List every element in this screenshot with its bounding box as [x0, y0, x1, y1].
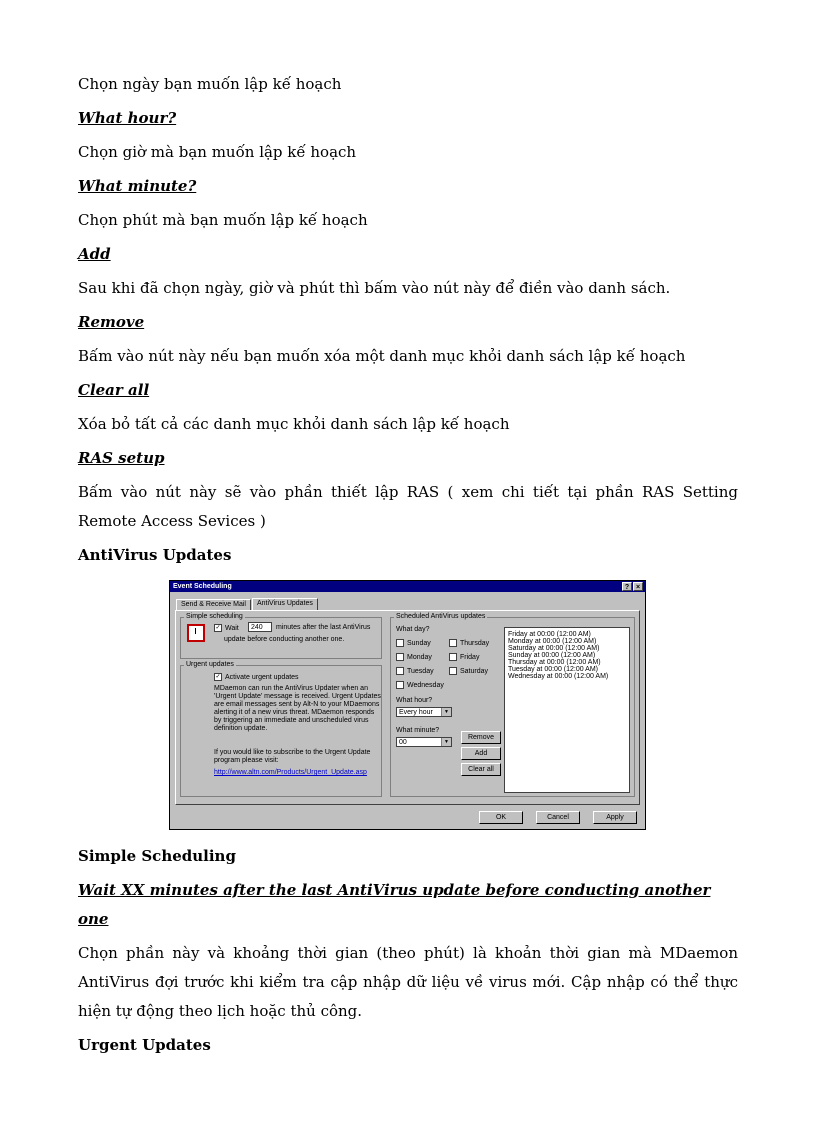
heading-add: Add	[78, 245, 111, 263]
paragraph-day: Chọn ngày bạn muốn lập kế hoạch	[78, 75, 342, 93]
subscribe-line1: If you would like to subscribe to the Urgent Update	[214, 749, 371, 756]
document-page	[78, 70, 738, 575]
friday-label: Friday	[460, 653, 480, 661]
clear-all-button[interactable]: Clear all	[461, 763, 501, 776]
heading-urgent-updates: Urgent Updates	[78, 1036, 211, 1054]
activate-urgent-row[interactable]	[214, 673, 299, 682]
urgent-update-link[interactable]: http://www.altn.com/Products/Urgent_Update.asp	[214, 769, 367, 776]
tuesday-checkbox[interactable]	[396, 667, 404, 675]
urgent-desc-line: definition update.	[214, 725, 268, 732]
urgent-desc-line: by triggering an immediate and unscheduled virus	[214, 717, 369, 724]
heading-remove: Remove	[78, 313, 145, 331]
urgent-desc	[214, 685, 381, 733]
close-button[interactable]: ×	[633, 582, 643, 591]
urgent-desc-line: alerting it of a new virus threat. MDaemon responds	[214, 709, 375, 716]
saturday-checkbox[interactable]	[449, 667, 457, 675]
thursday-label: Thursday	[460, 639, 490, 647]
day-saturday[interactable]	[449, 667, 488, 676]
wait-checkbox-row[interactable]	[214, 624, 239, 633]
paragraph-minute: Chọn phút mà bạn muốn lập kế hoạch	[78, 211, 368, 229]
day-thursday[interactable]	[449, 639, 489, 648]
dialog-title: Event Scheduling	[173, 583, 232, 590]
heading-clear-all: Clear all	[78, 381, 150, 399]
paragraph-add: Sau khi đã chọn ngày, giờ và phút thì bấm vào nút này để điền vào danh sách.	[78, 279, 671, 297]
day-friday[interactable]	[449, 653, 479, 662]
hour-select-value: Every hour	[399, 709, 433, 716]
urgent-desc-line: 'Urgent Update' message is received. Urgent Updates	[214, 693, 381, 700]
subscribe-text	[214, 749, 370, 765]
saturday-label: Saturday	[460, 667, 489, 675]
subscribe-line2: program please visit:	[214, 757, 279, 764]
paragraph-ras-setup: Bấm vào nút này sẽ vào phần thiết lập RAS ( xem chi tiết tại phần RAS Setting Remote Access Sevices )	[78, 483, 738, 530]
apply-button[interactable]: Apply	[593, 811, 637, 824]
what-day-label: What day?	[396, 626, 430, 633]
cancel-button[interactable]: Cancel	[536, 811, 580, 824]
wait-minutes-input[interactable]: 240	[248, 622, 272, 632]
scheduled-updates-label: Scheduled AntiVirus updates	[396, 613, 486, 620]
wednesday-label: Wednesday	[407, 681, 444, 689]
list-item[interactable]: Wednesday at 00:00 (12:00 AM)	[508, 673, 609, 680]
list-item[interactable]: Friday at 00:00 (12:00 AM)	[508, 631, 591, 638]
what-hour-label: What hour?	[396, 697, 433, 704]
event-scheduling-dialog	[169, 580, 646, 830]
chevron-down-icon[interactable]: ▼	[441, 738, 451, 746]
day-sunday[interactable]	[396, 639, 431, 648]
document-page-bottom	[78, 842, 738, 1065]
heading-simple-scheduling: Simple Scheduling	[78, 847, 236, 865]
day-tuesday[interactable]	[396, 667, 434, 676]
ok-button[interactable]: OK	[479, 811, 523, 824]
activate-urgent-checkbox[interactable]: ✓	[215, 674, 221, 680]
list-item[interactable]: Thursday at 00:00 (12:00 AM)	[508, 659, 601, 666]
tab-panel	[175, 610, 640, 805]
remove-button[interactable]: Remove	[461, 731, 501, 744]
minute-select-value: 00	[399, 739, 407, 746]
urgent-updates-label: Urgent updates	[186, 661, 234, 668]
heading-wait-minutes: Wait XX minutes after the last AntiVirus update before conducting another one	[78, 881, 711, 928]
monday-label: Monday	[407, 653, 432, 661]
urgent-desc-line: are email messages sent by Alt-N to your MDaemons	[214, 701, 380, 708]
friday-checkbox[interactable]	[449, 653, 457, 661]
paragraph-clear-all: Xóa bỏ tất cả các danh mục khỏi danh sách lập kế hoạch	[78, 415, 510, 433]
list-item[interactable]: Saturday at 00:00 (12:00 AM)	[508, 645, 600, 652]
heading-antivirus-updates: AntiVirus Updates	[78, 546, 232, 564]
sunday-label: Sunday	[407, 639, 431, 647]
hour-select[interactable]	[396, 707, 452, 717]
wait-label: Wait	[225, 624, 239, 632]
list-item[interactable]: Sunday at 00:00 (12:00 AM)	[508, 652, 596, 659]
activate-urgent-label: Activate urgent updates	[225, 673, 299, 681]
thursday-checkbox[interactable]	[449, 639, 457, 647]
tab-antivirus-updates[interactable]: AntiVirus Updates	[252, 598, 318, 610]
schedule-list[interactable]	[504, 627, 630, 793]
heading-what-hour: What hour?	[78, 109, 177, 127]
minute-select[interactable]	[396, 737, 452, 747]
sunday-checkbox[interactable]	[396, 639, 404, 647]
add-button[interactable]: Add	[461, 747, 501, 760]
urgent-desc-line: MDaemon can run the AntiVirus Updater when an	[214, 685, 368, 692]
monday-checkbox[interactable]	[396, 653, 404, 661]
tuesday-label: Tuesday	[407, 667, 434, 675]
wait-text-line2: update before conducting another one.	[224, 636, 345, 643]
day-wednesday[interactable]	[396, 681, 444, 690]
list-item[interactable]: Tuesday at 00:00 (12:00 AM)	[508, 666, 599, 673]
paragraph-hour: Chọn giờ mà bạn muốn lập kế hoạch	[78, 143, 357, 161]
wait-text-line1: minutes after the last AntiVirus	[276, 624, 371, 631]
day-monday[interactable]	[396, 653, 432, 662]
help-button[interactable]: ?	[622, 582, 632, 591]
wait-checkbox[interactable]: ✓	[215, 625, 221, 631]
wednesday-checkbox[interactable]	[396, 681, 404, 689]
dialog-titlebar	[170, 581, 645, 592]
list-item[interactable]: Monday at 00:00 (12:00 AM)	[508, 638, 597, 645]
paragraph-remove: Bấm vào nút này nếu bạn muốn xóa một danh mục khỏi danh sách lập kế hoạch	[78, 347, 686, 365]
tab-send-receive-mail[interactable]: Send & Receive Mail	[176, 599, 251, 611]
simple-scheduling-label: Simple scheduling	[186, 613, 243, 620]
clock-icon	[187, 624, 205, 642]
chevron-down-icon[interactable]: ▼	[441, 708, 451, 716]
heading-ras-setup: RAS setup	[78, 449, 165, 467]
what-minute-label: What minute?	[396, 727, 440, 734]
paragraph-wait-minutes: Chọn phần này và khoảng thời gian (theo phút) là khoản thời gian mà MDaemon AntiVirus đợi trước khi kiểm tra cập nhập dữ liệu về virus mới. Cập nhập có thể thực hiện tự động theo lịch hoặc thủ công.	[78, 944, 738, 1020]
heading-what-minute: What minute?	[78, 177, 197, 195]
